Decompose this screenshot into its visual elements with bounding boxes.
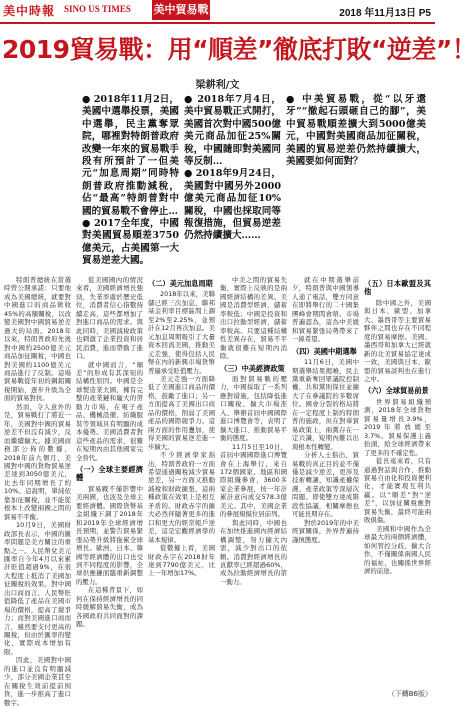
paragraph: 然而，令人意外的是，貿易戰打了將近一年，美國對中國的貿易逆差不但沒有減少，反而繼續擴大。據美國商務部公佈的數據，2018年前九個月，美國對中國的貨物貿易逆差達到3050億美元，比去年同期增長了約10%。這說明，單純依靠加征關稅，並不能從根本上改變兩國之間的貿易不平衡。 bbox=[4, 402, 71, 521]
subheading: （二）美元加息周期 bbox=[148, 279, 213, 288]
summary-item: ● 2018年9月24日，美國對中國另外2000億美元商品加征10%關稅，中國也採取同等報復措施，但貿易逆差仍然持續擴大…… bbox=[184, 168, 281, 242]
text-column-2 bbox=[76, 276, 143, 694]
text-column-1 bbox=[4, 276, 71, 707]
paragraph: 就在中期選舉前夕，特朗普與中國領導人通了電話，雙方同意在即將舉行的二十國集團峰會期間會晤。市場普遍認為，這為中美緩和貿易緊張局勢帶來了一線希望。 bbox=[292, 276, 359, 344]
paragraph: 與此同時，中國也在加快推進國內經濟結構調整，努力擴大內需，減少對出口的依賴。消費對經濟增長的貢獻率已經超過60%，成為拉動經濟增長的第一動力。 bbox=[220, 518, 287, 586]
paragraph: 11月5日至10日，首屆中國國際進口博覽會在上海舉行，來自172個國家、地區和國際組織參會，3600多家企業參展，按一年計累計意向成交578.3億美元。其中，美國企業的參展規模位居前列。 bbox=[220, 442, 287, 519]
issue-date-page: 2018 年11月13日 P5 bbox=[339, 8, 431, 19]
summary-item: ● 2018年7月4日，美中貿易戰正式開打，美國首次對中國500億美元商品加征25%關稅，中國隨即對美國同等反制… bbox=[184, 94, 281, 168]
paragraph: 貿易戰不僅影響中美兩國，也波及全球主要經濟體。國際貨幣基金組織下調了2018年和2019年全球經濟增長預期，並警告貿易緊張局勢升級將拖累全球增長。歐洲、日本、韓國等經濟體的出口也受到不同程度的影響，全球供應鏈面臨重新調整的壓力。 bbox=[76, 484, 143, 586]
paragraph: 2018年以來，美聯儲已經三次加息，聯邦基金利率目標區間上調至2%至2.25%，並預計在12月再次加息。美元加息周期吸引了大量資本回流美國，推動美元走強，使得包括人民幣在內的新興市場貨幣普遍承受貶值壓力。 bbox=[148, 290, 215, 375]
text-column-4 bbox=[220, 276, 287, 694]
summary-item: ● 2017全年度，中國對美國貿易順差3750億美元，占美國第一大貿易逆差大國。 bbox=[82, 218, 179, 267]
paragraph: 在這種背景下，如何在保持經濟增長的同時緩解貿易失衡，成為各國政府共同面對的課題。 bbox=[76, 586, 143, 629]
subheading: （六）全球貿易前景 bbox=[364, 386, 429, 396]
byline: 梁耕利/文 bbox=[195, 80, 240, 91]
page-header bbox=[0, 0, 435, 24]
summary-item: ● 2018年11月2日，美國中選舉投票，美國中選舉，民主黨奪眾院，哪裡對特朗普政府改變一年來的貿易戰手段有所預計了一但美元“加息周期”同時特朗普政府推動減稅，佔“最高”特朗普對中國的貿易戰不會停止… bbox=[82, 94, 179, 217]
paragraph: 從數據上看，美國財政赤字在2018財年達到7790億美元，比上一年增加17%。 bbox=[148, 544, 215, 578]
paragraph: 面對貿易戰的壓力，中國採取了一系列應對措施，包括降低進口關稅、擴大市場准入、舉辦首屆中國國際進口博覽會等，表明了擴大進口、推動貿易平衡的態度。 bbox=[220, 374, 287, 443]
newspaper-logo: 美中時報 bbox=[3, 4, 56, 18]
paragraph: 對於2019年的中美經貿關係，外界普遍持謹慎態度。 bbox=[292, 518, 359, 544]
paragraph: 11月6日，美國中期選舉結果揭曉，民主黨重新奪回眾議院控制權，共和黨則保住並擴大了在參議院的多數席位。國會分裂的格局將在一定程度上制約特朗普的施政，但在對華貿易政策上，兩黨存在一定共識，短期內難以出現根本性轉變。 bbox=[292, 358, 359, 451]
paragraph: 世界貿易組織預測，2018年全球貨物貿易量增長3.9%，2019年將放緩至3.7%。貿易保護主義抬頭，給全球經濟帶來了更多的不確定性。 bbox=[364, 397, 431, 457]
subheading: （三）中美經濟政策 bbox=[220, 363, 285, 373]
paragraph: 美元走強一方面降低了美國進口商品的價格，鼓勵了進口；另一方面提高了美國出口商品的價格，削弱了美國產品的國際競爭力。這兩方面的作用疊加，使得美國的貿易逆差進一步擴大。 bbox=[148, 374, 215, 451]
text-column-3 bbox=[148, 276, 215, 694]
article-body bbox=[4, 276, 431, 707]
paragraph: 10月9日，美國財政部長表示，中國的匯率問題是美方關注的重點之一。人民幣兌美元匯率自今年4月以來累計貶值超過9%，在很大程度上抵消了美國加征關稅的效果。對中國出口商而言，人民幣貶值降低了產品在美國市場的價格，提高了競爭力；而對美國進口商而言，雖然要支付更高的關稅，但由於匯率的變化，實際成本增加有限。 bbox=[4, 521, 71, 656]
summary-blank-area bbox=[4, 92, 80, 272]
summary-col-3 bbox=[286, 94, 426, 168]
paragraph: 特朗普總統在當選時曾公開承諾：只要他成為美國總統，就要對中國進口的商品徵收45%的高額關稅，以改變美國對中國貿易逆差過大的局面。2018年以來，特朗普政府先後對中國約2500億美元商品加征關稅，中國也對美國約1100億美元商品進行了反制。這場貿易戰從年初的鋼鋁關稅開始，逐步升級為全面的貿易對抗。 bbox=[4, 276, 71, 403]
paragraph: 不少經濟學家指出，特朗普政府一方面希望通過關稅減少貿易逆差，另一方面又推動減稅和財政擴張，這兩種政策在效果上是相互矛盾的。財政赤字的擴大必然伴隨著更多的進口和更大的經常帳戶逆差，這是宏觀經濟學的基本規律。 bbox=[148, 451, 215, 544]
headline: 2019貿易戰：用“順差”徹底打敗“逆差”！ bbox=[2, 35, 476, 64]
paragraph: 從長遠來看，只有通過對話與合作，推動貿易自由化和投資便利化，才能實現互利共贏。以“順差”對“逆差”，以加征關稅應對貿易失衡，最終可能兩敗俱傷。 bbox=[364, 457, 431, 525]
summary-col-2 bbox=[184, 94, 281, 243]
paragraph: 就中國而言，“順差”的形成有其深刻的結構性原因。中國是全球製造業大國，擁有完整的產業鏈和龐大的勞動力市場，在電子產品、機械設備、紡織服裝等領域具有明顯的成本優勢。美國消費者對這些產品的需求，很難在短期內由其他國家完全替代。 bbox=[76, 360, 143, 462]
subheading: （四）美國中期選舉 bbox=[292, 346, 357, 356]
paragraph: 分析人士指出，貿易戰的真正目的並不僅僅是減少逆差，更涉及技術轉讓、知識產權保護、產業政策等深層次問題。即使雙方達成階段性協議，相關摩擦也可能長期存在。 bbox=[292, 451, 359, 519]
text-column-5 bbox=[292, 276, 359, 694]
newspaper-logo-english: SINO US TIMES bbox=[64, 4, 131, 14]
summary-item: ● 中美貿易戰，從“以牙還牙”“撤起石頭砸自己的腳”，美中貿易戰順差擴大到5000億美元，中國對美國商品加征關稅，美國的貿易逆差仍然持續擴大，美國要如何面對？ bbox=[286, 94, 426, 168]
paragraph: 從美國國內的情況來看，美國經濟增長強勁，失業率處於歷史低位，消費者信心指數持續走高，這些都增加了對進口商品的需求。與此同時，美國減稅政策也刺激了企業投資和居民消費，進而帶動了進口。 bbox=[76, 276, 143, 361]
paragraph: 除中國之外，美國與日本、歐盟、加拿大、墨西哥等主要貿易夥伴之間也存在不同程度的貿易摩擦。美國、墨西哥和加拿大已經就新的北美貿易協定達成一致，美國與日本、歐盟的貿易談判也在進行之中。 bbox=[364, 298, 431, 383]
subheading: （一）全球主要經濟體 bbox=[76, 464, 143, 483]
paragraph: 因此，美國對中國的進口並沒有明顯減少，部分美國企業甚至在關稅生效前提前囤貨，進一步推高了進口數字。 bbox=[4, 656, 71, 707]
summary-box bbox=[4, 92, 431, 272]
text-column-6 bbox=[364, 276, 431, 694]
paragraph: 美國和中國作為全球最大的兩個經濟體，如何管控分歧、擴大合作，不僅關係兩國人民的福祉，也關係世界經濟的前途。 bbox=[364, 524, 431, 575]
paragraph: 中美之間的貿易失衡，實際上反映的是兩國經濟結構的差異。美國是消費型經濟，儲蓄率較低；中國是投資和出口拉動型經濟，儲蓄率較高。只要這種結構性差異存在，貿易不平衡就很難在短期內消除。 bbox=[220, 276, 287, 361]
section-tag: 美中貿易戰 bbox=[152, 0, 210, 20]
continued-note: （下轉B6版） bbox=[387, 690, 432, 698]
summary-col-1 bbox=[82, 94, 179, 268]
subheading: （五）日本歐盟及其他 bbox=[364, 279, 431, 297]
